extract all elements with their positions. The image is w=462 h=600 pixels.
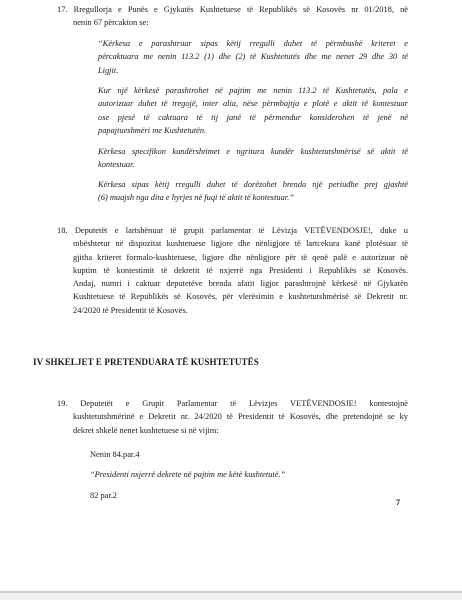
quote-line: papajtueshmëri me Kushtetutën. [98,125,207,135]
paragraph-18 [57,224,408,317]
paragraph-reference: 82 par.2 [90,491,117,500]
quote-line: “Kërkesa e parashtruar sipas këtij rregulli duhet të përmbushë kriteret e [98,39,408,48]
quote-line: autorizuar duhet të tregojë, inter alia, nëse përmbajtja e plotë e aktit të kontestuar [98,99,408,109]
quote-line: Kërkesa specifikon kundërshtimet e ngritura kundër kushtetutshmërisë së aktit të [98,147,408,156]
paragraph-19 [57,397,408,437]
article-reference: Nenin 84.par.4 [90,450,140,459]
paragraph-18-line: mbështetur në dispozitat kushtetuese ligjore dhe nënligjore të lartcekura kanë plotësuar të [73,239,408,249]
quote-17-p1 [98,37,408,77]
section-heading: IV SHKELJET E PRETENDUARA TË KUSHTETUTËS [33,357,259,367]
paragraph-19-line: dekret shkelë nenet kushtetuese si në vijim: [73,425,219,435]
paragraph-17 [57,3,408,30]
quote-line: Kur një kërkesë parashtrohet në pajtim me nenin 113.2 të Kushtetutës, pala e [98,86,408,95]
quote-line: Ligjit. [98,65,119,75]
quote-17-p2 [98,84,408,137]
paragraph-18-line: kuptim të kontestimit të dekretit të nxjerrë nga Presidenti i Republikës së Kosovës. [73,265,408,275]
paragraph-18-line: 18. Deputetët e lartshënuar të grupit parlamentar të Lëvizja VETËVENDOSJE!, duke u [57,226,408,235]
quote-line: kontestuar. [98,160,135,170]
paragraph-17-line: nenin 67 përcakton se: [73,18,149,28]
paragraph-19-line: kushtetutshmërinë e Dekretit nr. 24/2020 të Presidentit të Kosovës, dhe pretendojnë se ky [73,412,408,422]
quote-17-p3 [98,145,408,172]
paragraph-18-line: gjitha kriteret formalo-kushtetuese, ligjore dhe nënligjore për të qenë palë e autorizuar në [73,252,408,262]
quote-19: “Presidenti nxjerrë dekrete në pajtim me këtë kushtetutë.” [90,470,286,479]
quote-line: përcaktuara me nenin 113.2 (1) dhe (2) të Kushtetutës dhe me nenet 29 dhe 30 të [98,52,408,62]
quote-line: Kërkesa sipas këtij rregulli duhet të dorëzohet brenda një periudhe prej gjashtë [98,180,408,189]
paragraph-19-line: 19. Deputetët e Grupit Parlamentar të Lëvizjes VETËVENDOSJE! kontestojnë [57,399,408,408]
quote-17-p4 [98,178,408,205]
paragraph-17-line: 17. Rregullorja e Punës e Gjykatës Kushtetuese të Republikës së Kosovës nr 01/2018, në [57,5,408,14]
page-bottom-shadow [0,593,462,600]
paragraph-18-line: 24/2020 të Presidentit të Kosovës. [73,305,188,315]
quote-line: ose pjesë të caktuara të tij janë të përmendur konsiderohen të jenë në [98,112,408,122]
quote-line: (6) muajsh nga dita e hyrjes në fuqi të aktit të kontestuar.” [98,193,294,203]
paragraph-18-line: Andaj, numri i caktuar deputetëve brenda afatit ligjor parashtrojnë kërkesë në Gjykatën [73,279,408,289]
paragraph-18-line: Kushtetuese të Republikës së Kosovës, për vlerësimin e kushtetutshmërisë së Dekretit nr. [73,292,408,302]
page-number: 7 [396,498,400,507]
